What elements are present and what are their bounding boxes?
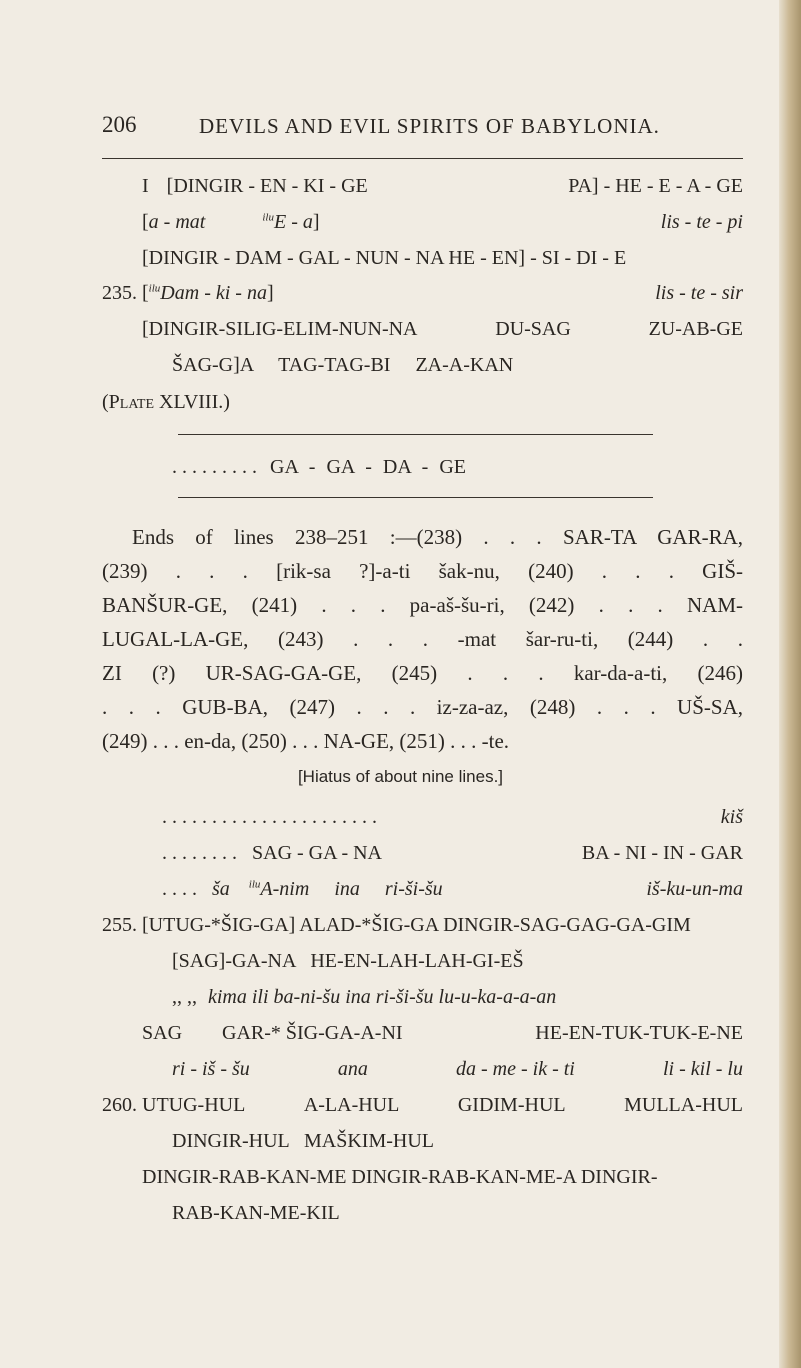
header-rule <box>102 158 743 159</box>
running-title: DEVILS AND EVIL SPIRITS OF BABYLONIA. <box>199 114 660 138</box>
line-rabkan-2: RAB-KAN-ME-KIL <box>172 1202 340 1224</box>
line-sag: . . . . . . . . SAG - GA - NA BA - NI - IN - GAR <box>162 842 743 864</box>
line-sa: . . . . ša $^{ilu}$A-nim ina ri-ši-šu iš-ku-un-ma <box>162 878 743 900</box>
line-gar: SAG GAR-* ŠIG-GA-A-NI HE-EN-TUK-TUK-E-NE <box>142 1022 743 1044</box>
dotted-line: . . . . . . . . . GA - GA - DA - GE <box>172 456 466 478</box>
hiatus-note: [Hiatus of about nine lines.] <box>297 767 504 786</box>
line-235-number: 235. <box>102 282 137 304</box>
line-kis: . . . . . . . . . . . . . . . . . . . . . . kiš <box>162 806 743 828</box>
page-number: 206 <box>102 112 137 137</box>
line-dingir-hul: DINGIR-HUL MAŠKIM-HUL <box>172 1130 435 1152</box>
line-sagga: [SAG]-GA-NA HE-EN-LAH-LAH-GI-EŠ <box>172 950 524 972</box>
line-e: [DINGIR-SILIG-ELIM-NUN-NA DU-SAG ZU-AB-GE <box>142 318 743 340</box>
line-260: UTUG-HUL A-LA-HUL GIDIM-HUL MULLA-HUL <box>142 1094 743 1116</box>
line-260-number: 260. <box>102 1094 137 1116</box>
line-d: [$^{ilu}$Dam - ki - na] lis - te - sir <box>142 282 743 304</box>
line-kima: ,, ,, kima ili ba-ni-šu ina ri-ši-šu lu-u-ka-a-a-an <box>172 986 557 1008</box>
line-a: I [DINGIR - EN - KI - GE PA] - HE - E - A - GE <box>142 175 743 197</box>
ends-paragraph: Ends of lines 238–251 :—(238) . . . SAR-TA GAR-RA, (239) . . . [rik-sa ?]-a-ti šak-nu, (240) . . . GIŠ- BANŠUR-GE, (241) . . . pa-aš-šu-ri, (242) . . . NAM- LUGAL-LA-GE, (243) . . . -mat šar-ru-ti, (244) . . ZI (?) UR-SAG-GA-GE, (245) . . . kar-da-a-ti, (246) . . . GUB-BA, (247) . . . iz-za-az, (248) . . . UŠ-SA, (249) . . . en-da, (250) . . . NA-GE, (251) . . . -te. <box>102 525 743 753</box>
line-f: ŠAG-G]A TAG-TAG-BI ZA-A-KAN <box>172 354 514 376</box>
line-255-number: 255. <box>102 914 137 936</box>
line-ri: ri - iš - šu ana da - me - ik - ti li - kil - lu <box>172 1058 743 1080</box>
line-255: [UTUG-*ŠIG-GA] ALAD-*ŠIG-GA DINGIR-SAG-GAG-GA-GIM <box>142 914 691 936</box>
plate-reference: (Plate XLVIII.) <box>102 391 230 413</box>
page-edge-shadow <box>779 0 801 1368</box>
line-b: [a - mat $^{ilu}$E - a] lis - te - pi <box>142 211 743 233</box>
line-rabkan: DINGIR-RAB-KAN-ME DINGIR-RAB-KAN-ME-A DINGIR- <box>142 1166 658 1188</box>
line-c: [DINGIR - DAM - GAL - NUN - NA HE - EN] - SI - DI - E <box>142 247 627 269</box>
section-rule <box>178 497 653 498</box>
plate-rule <box>178 434 653 435</box>
